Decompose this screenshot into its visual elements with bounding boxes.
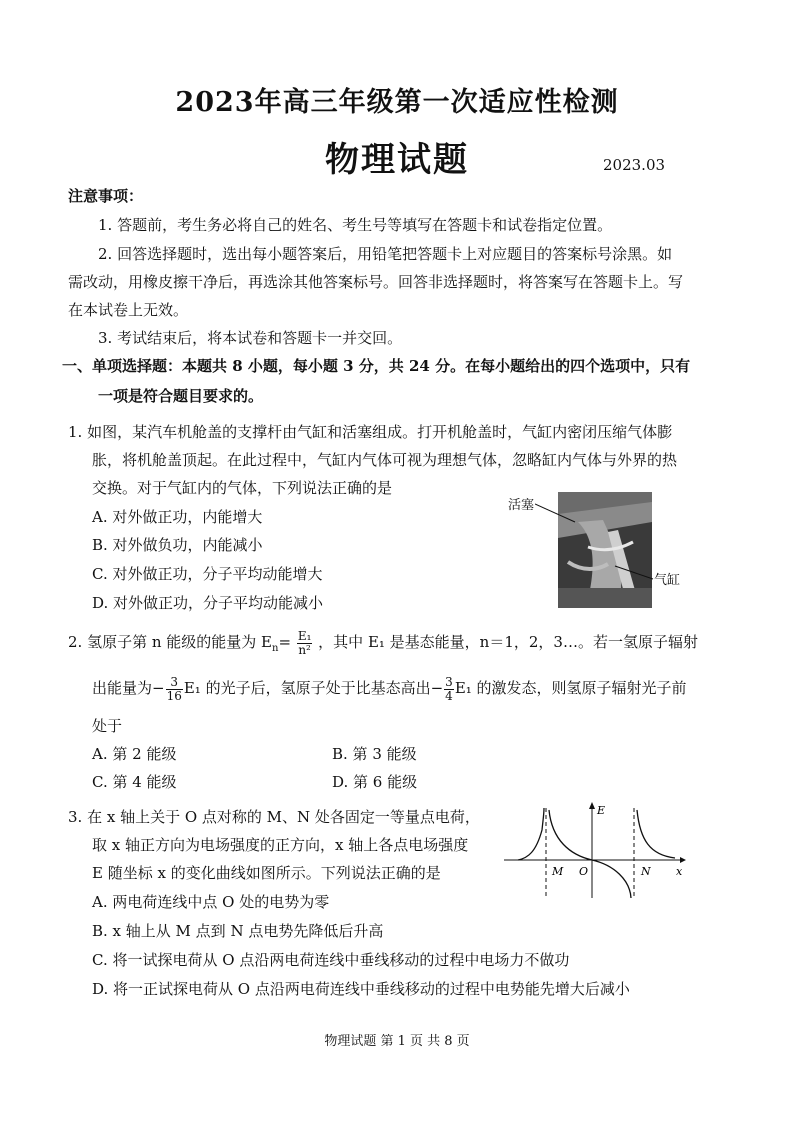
notice-item-2-line-2: 需改动，用橡皮擦干净后，再选涂其他答案标号。回答非选择题时，将答案写在答题卡上。写 — [68, 273, 684, 291]
q2-stem-line-3: 处于 — [92, 717, 123, 735]
q3-option-c: C. 将一试探电荷从 O 点沿两电荷连线中垂线移动的过程中电场力不做功 — [92, 951, 570, 969]
label-cylinder: 气缸 — [654, 573, 681, 588]
q2-sub-n: n — [272, 643, 279, 654]
fraction-den: 4 — [445, 688, 453, 703]
subject-title: 物理试题 — [325, 140, 469, 180]
curve-middle — [549, 810, 631, 898]
q2-l1-text-b: ，其中 E₁ 是基态能量，n＝1，2，3…。若一氢原子辐射 — [318, 633, 698, 651]
q2-l2-text-b: E₁ 的光子后，氢原子处于比基态高出− — [183, 679, 444, 697]
label-e: E — [597, 804, 606, 817]
q2-l2-text-c: E₁ 的激发态，则氢原子辐射光子前 — [454, 679, 687, 697]
exam-title: 2023年高三年级第一次适应性检测 — [175, 87, 619, 118]
label-n: N — [641, 865, 651, 878]
q2-option-d: D. 第 6 能级 — [332, 773, 418, 791]
notice-heading: 注意事项： — [68, 187, 144, 205]
q2-option-a: A. 第 2 能级 — [92, 745, 177, 763]
fraction-3-over-16 — [166, 676, 183, 703]
label-m: M — [552, 865, 564, 878]
label-x: x — [676, 865, 683, 878]
fraction-num: 3 — [166, 676, 183, 690]
fraction-den: 16 — [166, 688, 182, 703]
label-o: O — [579, 865, 589, 878]
section-1-heading-cont: 一项是符合题目要求的。 — [98, 387, 264, 405]
q1-stem-line-1: 1. 如图，某汽车机舱盖的支撑杆由气缸和活塞组成。打开机舱盖时，气缸内密闭压缩气体膨 — [68, 423, 673, 441]
q2-equals: = — [278, 633, 292, 651]
q2-stem-line-2 — [92, 674, 687, 703]
fraction-num: E₁ — [297, 628, 312, 643]
photo-leader-lines — [535, 500, 665, 590]
q1-option-b: B. 对外做负功，内能减小 — [92, 536, 263, 554]
curve-left-outer — [518, 808, 544, 860]
fraction-e1-over-n2 — [297, 630, 313, 657]
q3-stem-line-2: 取 x 轴正方向为电场强度的正方向，x 轴上各点电场强度 — [92, 836, 469, 854]
q3-option-a: A. 两电荷连线中点 O 处的电势为零 — [92, 893, 330, 911]
x-axis-arrow — [680, 857, 686, 863]
q2-option-c: C. 第 4 能级 — [92, 773, 177, 791]
section-1-heading: 一、单项选择题：本题共 8 小题，每小题 3 分，共 24 分。在每小题给出的四个选项中，只有 — [62, 357, 691, 375]
label-piston: 活塞 — [508, 498, 535, 513]
fraction-num: 3 — [445, 674, 453, 689]
notice-item-1: 1. 答题前，考生务必将自己的姓名、考生号等填写在答题卡和试卷指定位置。 — [98, 216, 613, 234]
fraction-3-over-4 — [444, 676, 454, 703]
q3-stem-line-1: 3. 在 x 轴上关于 O 点对称的 M、N 处各固定一等量点电荷， — [68, 808, 480, 826]
q3-option-b: B. x 轴上从 M 点到 N 点电势先降低后升高 — [92, 922, 384, 940]
notice-item-2-line-1: 2. 回答选择题时，选出每小题答案后，用铅笔把答题卡上对应题目的答案标号涂黑。如 — [98, 245, 673, 263]
q2-l2-text-a: 出能量为− — [92, 679, 165, 697]
page-footer: 物理试题 第 1 页 共 8 页 — [324, 1034, 470, 1049]
q3-option-d: D. 将一正试探电荷从 O 点沿两电荷连线中垂线移动的过程中电势能先增大后减小 — [92, 980, 630, 998]
curve-right-outer — [637, 810, 675, 858]
q2-stem-line-1 — [68, 628, 698, 663]
q3-stem-line-3: E 随坐标 x 的变化曲线如图所示。下列说法正确的是 — [92, 864, 441, 882]
notice-item-3: 3. 考试结束后，将本试卷和答题卡一并交回。 — [98, 329, 403, 347]
e-axis-arrow — [589, 802, 595, 809]
notice-item-2-line-3: 在本试卷上无效。 — [68, 301, 189, 319]
q2-l1-text-a: 2. 氢原子第 n 能级的能量为 E — [68, 633, 272, 651]
q1-stem-line-3: 交换。对于气缸内的气体，下列说法正确的是 — [92, 479, 393, 497]
q2-option-b: B. 第 3 能级 — [332, 745, 417, 763]
q1-option-a: A. 对外做正功，内能增大 — [92, 508, 263, 526]
fraction-den: n² — [298, 642, 311, 657]
q1-option-d: D. 对外做正功，分子平均动能减小 — [92, 594, 324, 612]
q1-option-c: C. 对外做正功，分子平均动能增大 — [92, 565, 323, 583]
exam-date: 2023.03 — [603, 156, 666, 174]
q1-stem-line-2: 胀，将机舱盖顶起。在此过程中，气缸内气体可视为理想气体，忽略缸内气体与外界的热 — [92, 451, 678, 469]
e-field-graph — [500, 800, 690, 900]
